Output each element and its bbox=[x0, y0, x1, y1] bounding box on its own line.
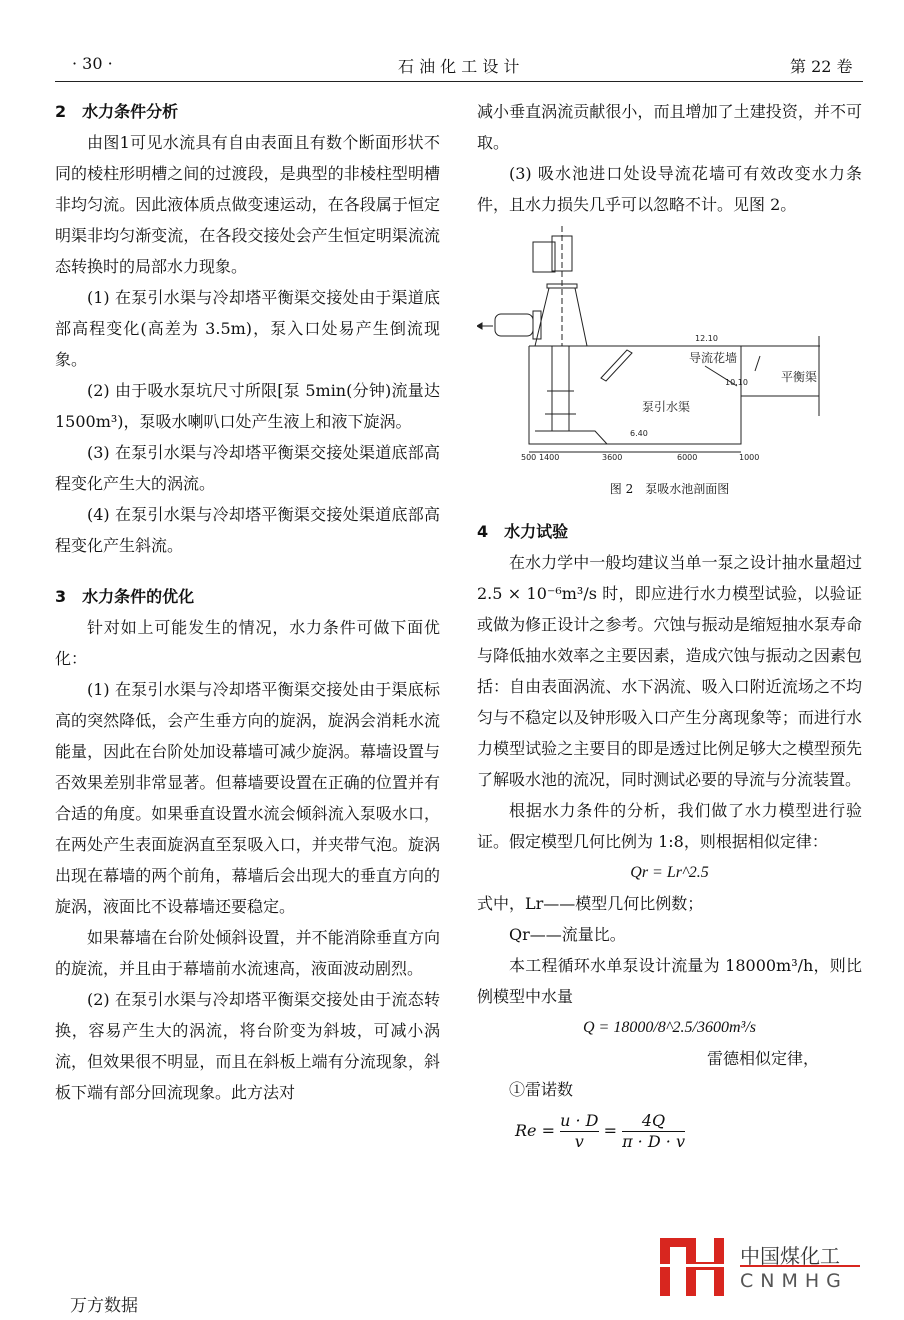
section-2-title: 2 水力条件分析 bbox=[55, 102, 179, 121]
volume: 第 22 卷 bbox=[790, 57, 853, 76]
paragraph: (3) 在泵引水渠与冷却塔平衡渠交接处渠道底部高程变化产生大的涡流。 bbox=[55, 443, 440, 493]
section-4-title: 4 水力试验 bbox=[477, 522, 569, 541]
paragraph: 减小垂直涡流贡献很小，而且增加了土建投资，并不可取。 bbox=[477, 102, 862, 152]
numerator: u · D bbox=[560, 1111, 599, 1130]
paragraph: (2) 在泵引水渠与冷却塔平衡渠交接处由于流态转换，容易产生大的涡流，将台阶变为斜坡，可减小涡流，但效果很不明显，而且在斜板上端有分流现象，斜板下端有部分回流现象。此方法对 bbox=[55, 990, 440, 1102]
journal-title: 石 油 化 工 设 计 bbox=[398, 57, 520, 76]
figure-2 bbox=[477, 226, 862, 496]
paragraph: 如果幕墙在台阶处倾斜设置，并不能消除垂直方向的旋流，并且由于幕墙前水流速高，液面波动剧烈。 bbox=[55, 928, 440, 978]
right-column bbox=[477, 96, 862, 1152]
where-lr: 式中，Lr——模型几何比例数； bbox=[477, 894, 704, 913]
elevation-6-40: 6.40 bbox=[630, 429, 648, 438]
section-3-title: 3 水力条件的优化 bbox=[55, 587, 195, 606]
dim-6000: 6000 bbox=[677, 453, 698, 462]
numerator: 4Q bbox=[622, 1111, 685, 1132]
logo-cn-text: 中国煤化工 bbox=[740, 1244, 840, 1268]
paragraph: 针对如上可能发生的情况，水力条件可做下面优化： bbox=[55, 618, 440, 668]
paragraph: (4) 在泵引水渠与冷却塔平衡渠交接处渠道底部高程变化产生斜流。 bbox=[55, 505, 440, 555]
paragraph: 由图1可见水流具有自由表面且有数个断面形状不同的棱柱形明槽之间的过渡段，是典型的非棱柱型明槽非均匀流。因此液体质点做变速运动，在各段属于恒定明渠非均匀渐变流，在各段交接处会产生恒定明渠流流态转换时的局部水力现象。 bbox=[55, 133, 440, 276]
elevation-10-10: 10.10 bbox=[725, 378, 748, 387]
label-guide-wall: 导流花墙 bbox=[689, 351, 738, 365]
watermark: 万方数据 bbox=[70, 1296, 138, 1316]
paragraph: (3) 吸水池进口处设导流花墙可有效改变水力条件，且水力损失几乎可以忽略不计。见图 2。 bbox=[477, 164, 862, 214]
where-qr: Qr——流量比。 bbox=[509, 925, 626, 944]
formula-model-flow: Q = 18000/8^2.5/3600m³/s bbox=[582, 1019, 756, 1036]
cnmhg-logo bbox=[660, 1236, 870, 1298]
formula-similarity: Qr = Lr^2.5 bbox=[630, 864, 709, 881]
header-rule bbox=[55, 81, 863, 82]
paragraph: (1) 在泵引水渠与冷却塔平衡渠交接处由于渠底标高的突然降低，会产生垂方向的旋涡，旋涡会消耗水流能量，因此在台阶处加设幕墙可减少旋涡。幕墙设置与否效果差别非常显著。但幕墙要设置在正确的位置并有合适的角度。如果垂直设置水流会倾斜流入泵吸水口，在两处产生表面旋涡直至泵吸入口，并夹带气泡。旋涡出现在幕墙的两个前角，幕墙后会出现大的垂直方向的旋涡，液面比不设幕墙还要稳定。 bbox=[55, 680, 440, 916]
paragraph: 雷德相似定律， bbox=[707, 1049, 820, 1068]
label-balance-channel: 平衡渠 bbox=[781, 370, 818, 384]
elevation-12-10: 12.10 bbox=[695, 334, 718, 343]
paragraph: (1) 在泵引水渠与冷却塔平衡渠交接处由于渠道底部高程变化(高差为 3.5m)，泵入口处易产生倒流现象。 bbox=[55, 288, 440, 369]
denominator: π · D · v bbox=[622, 1132, 685, 1151]
figure-caption: 图 2 泵吸水池剖面图 bbox=[609, 482, 730, 496]
paragraph: 本工程循环水单泵设计流量为 18000m³/h，则比例模型中水量 bbox=[477, 956, 862, 1006]
formula-reynolds: Re = $\frac{u \cdot D}{v}$ = $\frac{4Q}{\pi \cdot D \cdot v}$ bbox=[515, 1111, 685, 1151]
dim-3600: 3600 bbox=[602, 453, 623, 462]
dim-500: 500 bbox=[521, 453, 537, 462]
dim-1400: 1400 bbox=[539, 453, 560, 462]
left-column bbox=[55, 96, 440, 1108]
label-pump-channel: 泵引水渠 bbox=[642, 400, 691, 414]
page-number: · 30 · bbox=[72, 54, 113, 73]
pump-sump-section-diagram bbox=[477, 226, 862, 466]
denominator: v bbox=[574, 1132, 584, 1151]
dim-1000: 1000 bbox=[739, 453, 760, 462]
formula-lhs: Re = bbox=[515, 1121, 556, 1140]
paragraph: (2) 由于吸水泵坑尺寸所限[泵 5min(分钟)流量达 1500m³)，泵吸水喇叭口处产生液上和液下旋涡。 bbox=[55, 381, 440, 431]
item-reynolds: ①雷诺数 bbox=[509, 1080, 574, 1099]
paragraph: 在水力学中一般均建议当单一泵之设计抽水量超过 2.5 × 10⁻⁶m³/s 时，即应进行水力模型试验，以验证或做为修正设计之参考。穴蚀与振动是缩短抽水泵寿命与降低抽水效率之主要因素，造成穴蚀与振动之因素包括：自由表面涡流、水下涡流、吸入口附近流场之不均匀与不稳定以及钟形吸入口产生分离现象等；而进行水力模型试验之主要目的即是透过比例足够大之模型预先了解吸水池的流况，同时测试必要的导流与分流装置。 bbox=[477, 553, 862, 789]
paragraph: 根据水力条件的分析，我们做了水力模型进行验证。假定模型几何比例为 1:8，则根据相似定律： bbox=[477, 801, 862, 851]
logo-en-text: CNMHG bbox=[740, 1270, 848, 1292]
